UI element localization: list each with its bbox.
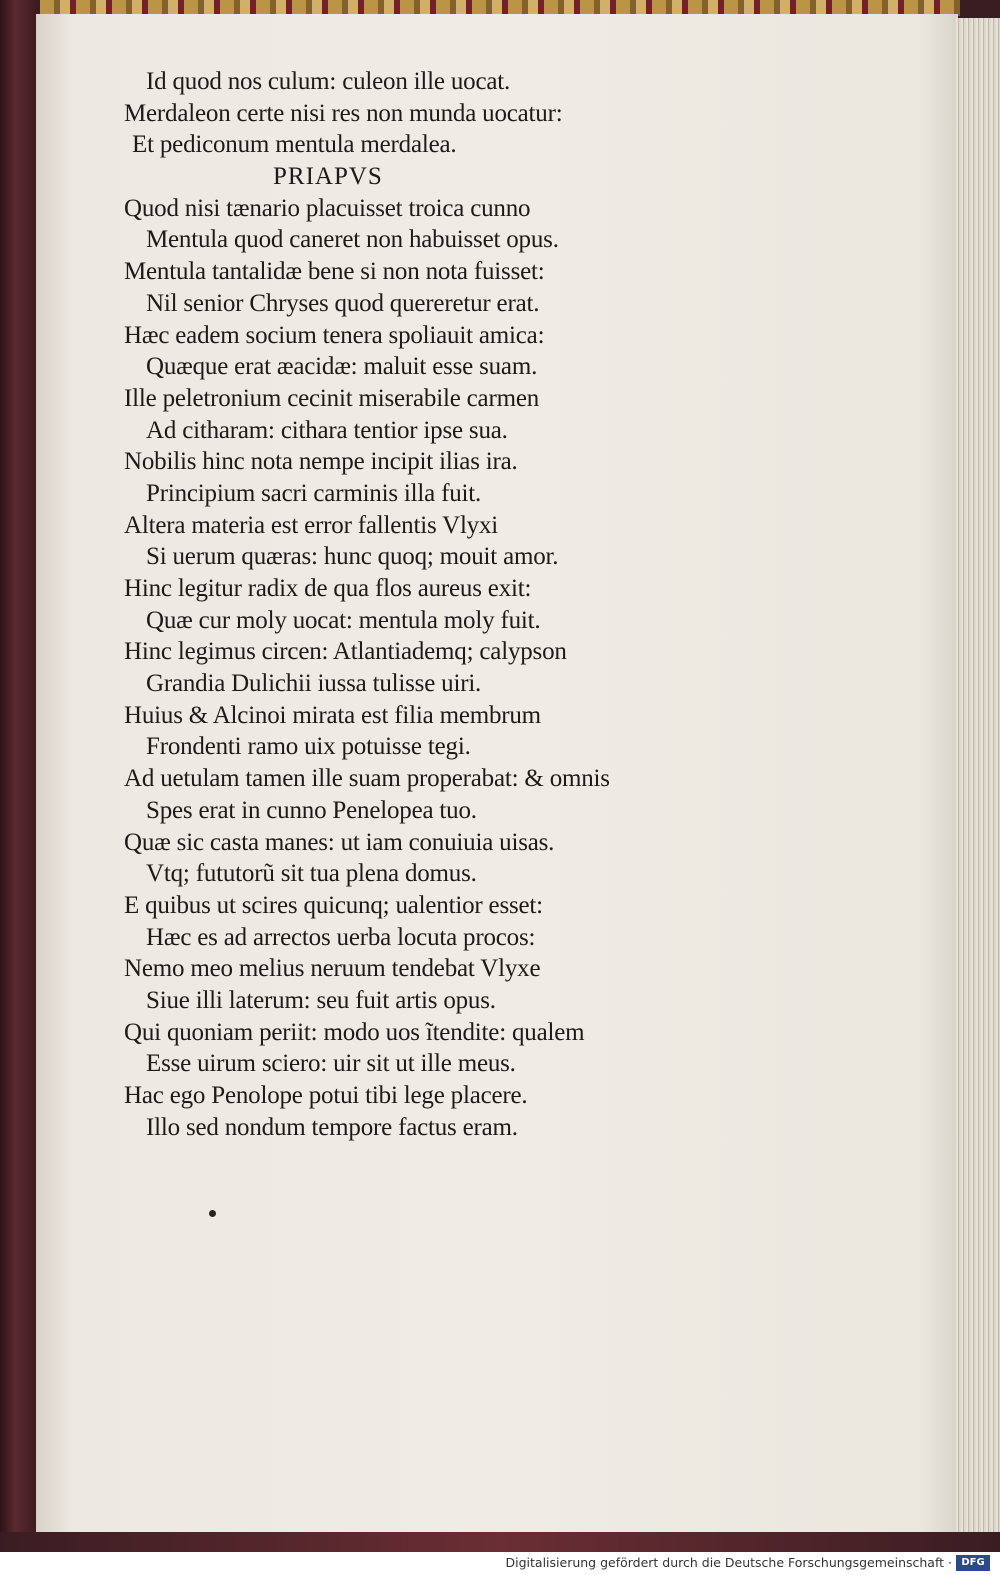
verse-line: Quod nisi tænario placuisset troica cunno [124, 194, 531, 222]
verse-line: Mentula tantalidæ bene si non nota fuisset: [124, 258, 545, 286]
ink-dot [209, 1210, 216, 1217]
verse-line: Mentula quod caneret non habuisset opus. [146, 226, 559, 254]
verse-line: Quæ cur moly uocat: mentula moly fuit. [146, 606, 541, 634]
verse-line: Spes erat in cunno Penelopea tuo. [146, 796, 477, 824]
footer-bar [0, 1552, 1000, 1575]
verse-line: Nemo meo melius neruum tendebat Vlyxe [124, 955, 541, 983]
verse-text [108, 66, 668, 1143]
verse-line: Hinc legimus circen: Atlantiademq; calypson [124, 638, 567, 666]
verse-line: Grandia Dulichii iussa tulisse uiri. [146, 670, 482, 698]
binding-spine [0, 0, 38, 1552]
section-heading: PRIAPVS [273, 163, 383, 191]
verse-line: Id quod nos culum: culeon ille uocat. [146, 68, 511, 95]
verse-line: Siue illi laterum: seu fuit artis opus. [146, 986, 496, 1014]
verse-line: Merdaleon certe nisi res non munda uocatur: [124, 99, 563, 127]
funding-credit: Digitalisierung gefördert durch die Deutsche Forschungsgemeinschaft · [505, 1555, 952, 1570]
verse-line: Ille peletronium cecinit miserabile carmen [124, 384, 540, 412]
verse-line: Principium sacri carminis illa fuit. [146, 479, 482, 507]
verse-line: Et pediconum mentula merdalea. [132, 131, 457, 159]
verse-line: Huius & Alcinoi mirata est filia membrum [124, 701, 541, 729]
verse-line: Hæc es ad arrectos uerba locuta procos: [146, 923, 536, 951]
verse-line: E quibus ut scires quicunq; ualentior esset: [124, 891, 543, 919]
verse-line: Hæc eadem socium tenera spoliauit amica: [124, 321, 545, 349]
verse-line: Frondenti ramo uix potuisse tegi. [146, 733, 471, 761]
verse-line: Altera materia est error fallentis Vlyxi [124, 511, 499, 539]
verse-line: Quæ sic casta manes: ut iam conuiuia uisas. [124, 828, 555, 856]
page-edges [956, 18, 1000, 1538]
verse-line: Quæque erat æacidæ: maluit esse suam. [146, 353, 538, 381]
verse-line: Hac ego Penolope potui tibi lege placere. [124, 1082, 528, 1109]
verse-line: Nobilis hinc nota nempe incipit ilias ira. [124, 448, 518, 476]
verse-line: Vtq; fututorũ sit tua plena domus. [146, 860, 477, 888]
verse-line: Ad citharam: cithara tentior ipse sua. [146, 416, 508, 444]
verse-line: Illo sed nondum tempore factus eram. [146, 1113, 518, 1141]
verse-line: Nil senior Chryses quod quereretur erat. [146, 289, 540, 317]
verse-line: Esse uirum sciero: uir sit ut ille meus. [146, 1050, 516, 1078]
verse-line: Hinc legitur radix de qua flos aureus exit: [124, 575, 532, 602]
verse-line: Ad uetulam tamen ille suam properabat: & omnis [124, 765, 610, 793]
verse-line: Si uerum quæras: hunc quoq; mouit amor. [146, 543, 559, 571]
verse-line: Qui quoniam periit: modo uos ĩtendite: qualem [124, 1018, 585, 1046]
dfg-logo: DFG [956, 1555, 990, 1571]
binding-bottom [0, 1532, 1000, 1552]
